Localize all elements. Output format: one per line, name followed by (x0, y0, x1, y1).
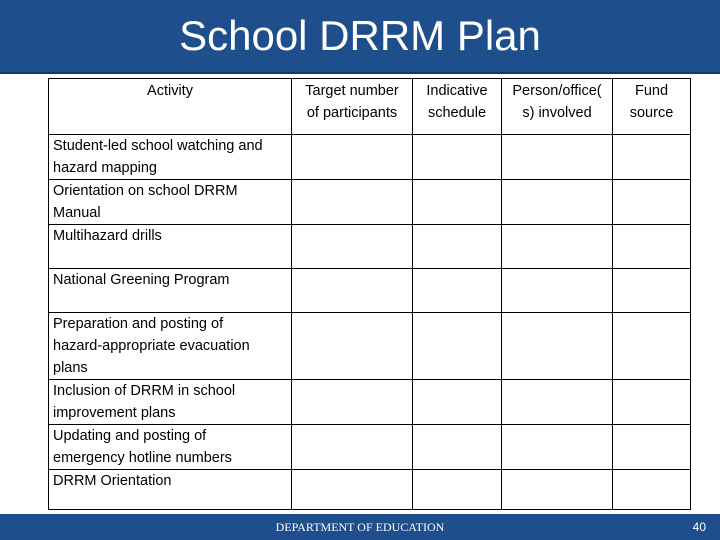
activity-cell: Multihazard drills (49, 225, 292, 269)
table-row (49, 380, 691, 425)
header-activity: Activity (49, 79, 292, 135)
title-bar (0, 0, 720, 74)
activity-cell: Student-led school watching and hazard mapping (49, 135, 292, 180)
header-person: Person/office( s) involved (502, 79, 613, 135)
activity-cell: Inclusion of DRRM in school improvement plans (49, 380, 292, 425)
header-fund: Fund source (613, 79, 691, 135)
activity-cell: DRRM Orientation (49, 470, 292, 510)
table-row (49, 225, 691, 269)
activity-cell: National Greening Program (49, 269, 292, 313)
drrm-plan-table (48, 78, 691, 510)
table-row (49, 180, 691, 225)
activity-cell: Orientation on school DRRM Manual (49, 180, 292, 225)
header-target: Target number of participants (292, 79, 413, 135)
table-row (49, 425, 691, 470)
activity-cell: Preparation and posting of hazard-appropriate evacuation plans (49, 313, 292, 380)
table-row (49, 470, 691, 510)
department-label: DEPARTMENT OF EDUCATION (275, 520, 445, 534)
header-row (49, 79, 691, 135)
header-schedule: Indicative schedule (413, 79, 502, 135)
slide-title: School DRRM Plan (179, 12, 541, 59)
page-number: 40 (692, 520, 706, 534)
footer-bar (0, 514, 720, 540)
activity-cell: Updating and posting of emergency hotline numbers (49, 425, 292, 470)
table-row (49, 135, 691, 180)
table-row (49, 269, 691, 313)
table-row (49, 313, 691, 380)
